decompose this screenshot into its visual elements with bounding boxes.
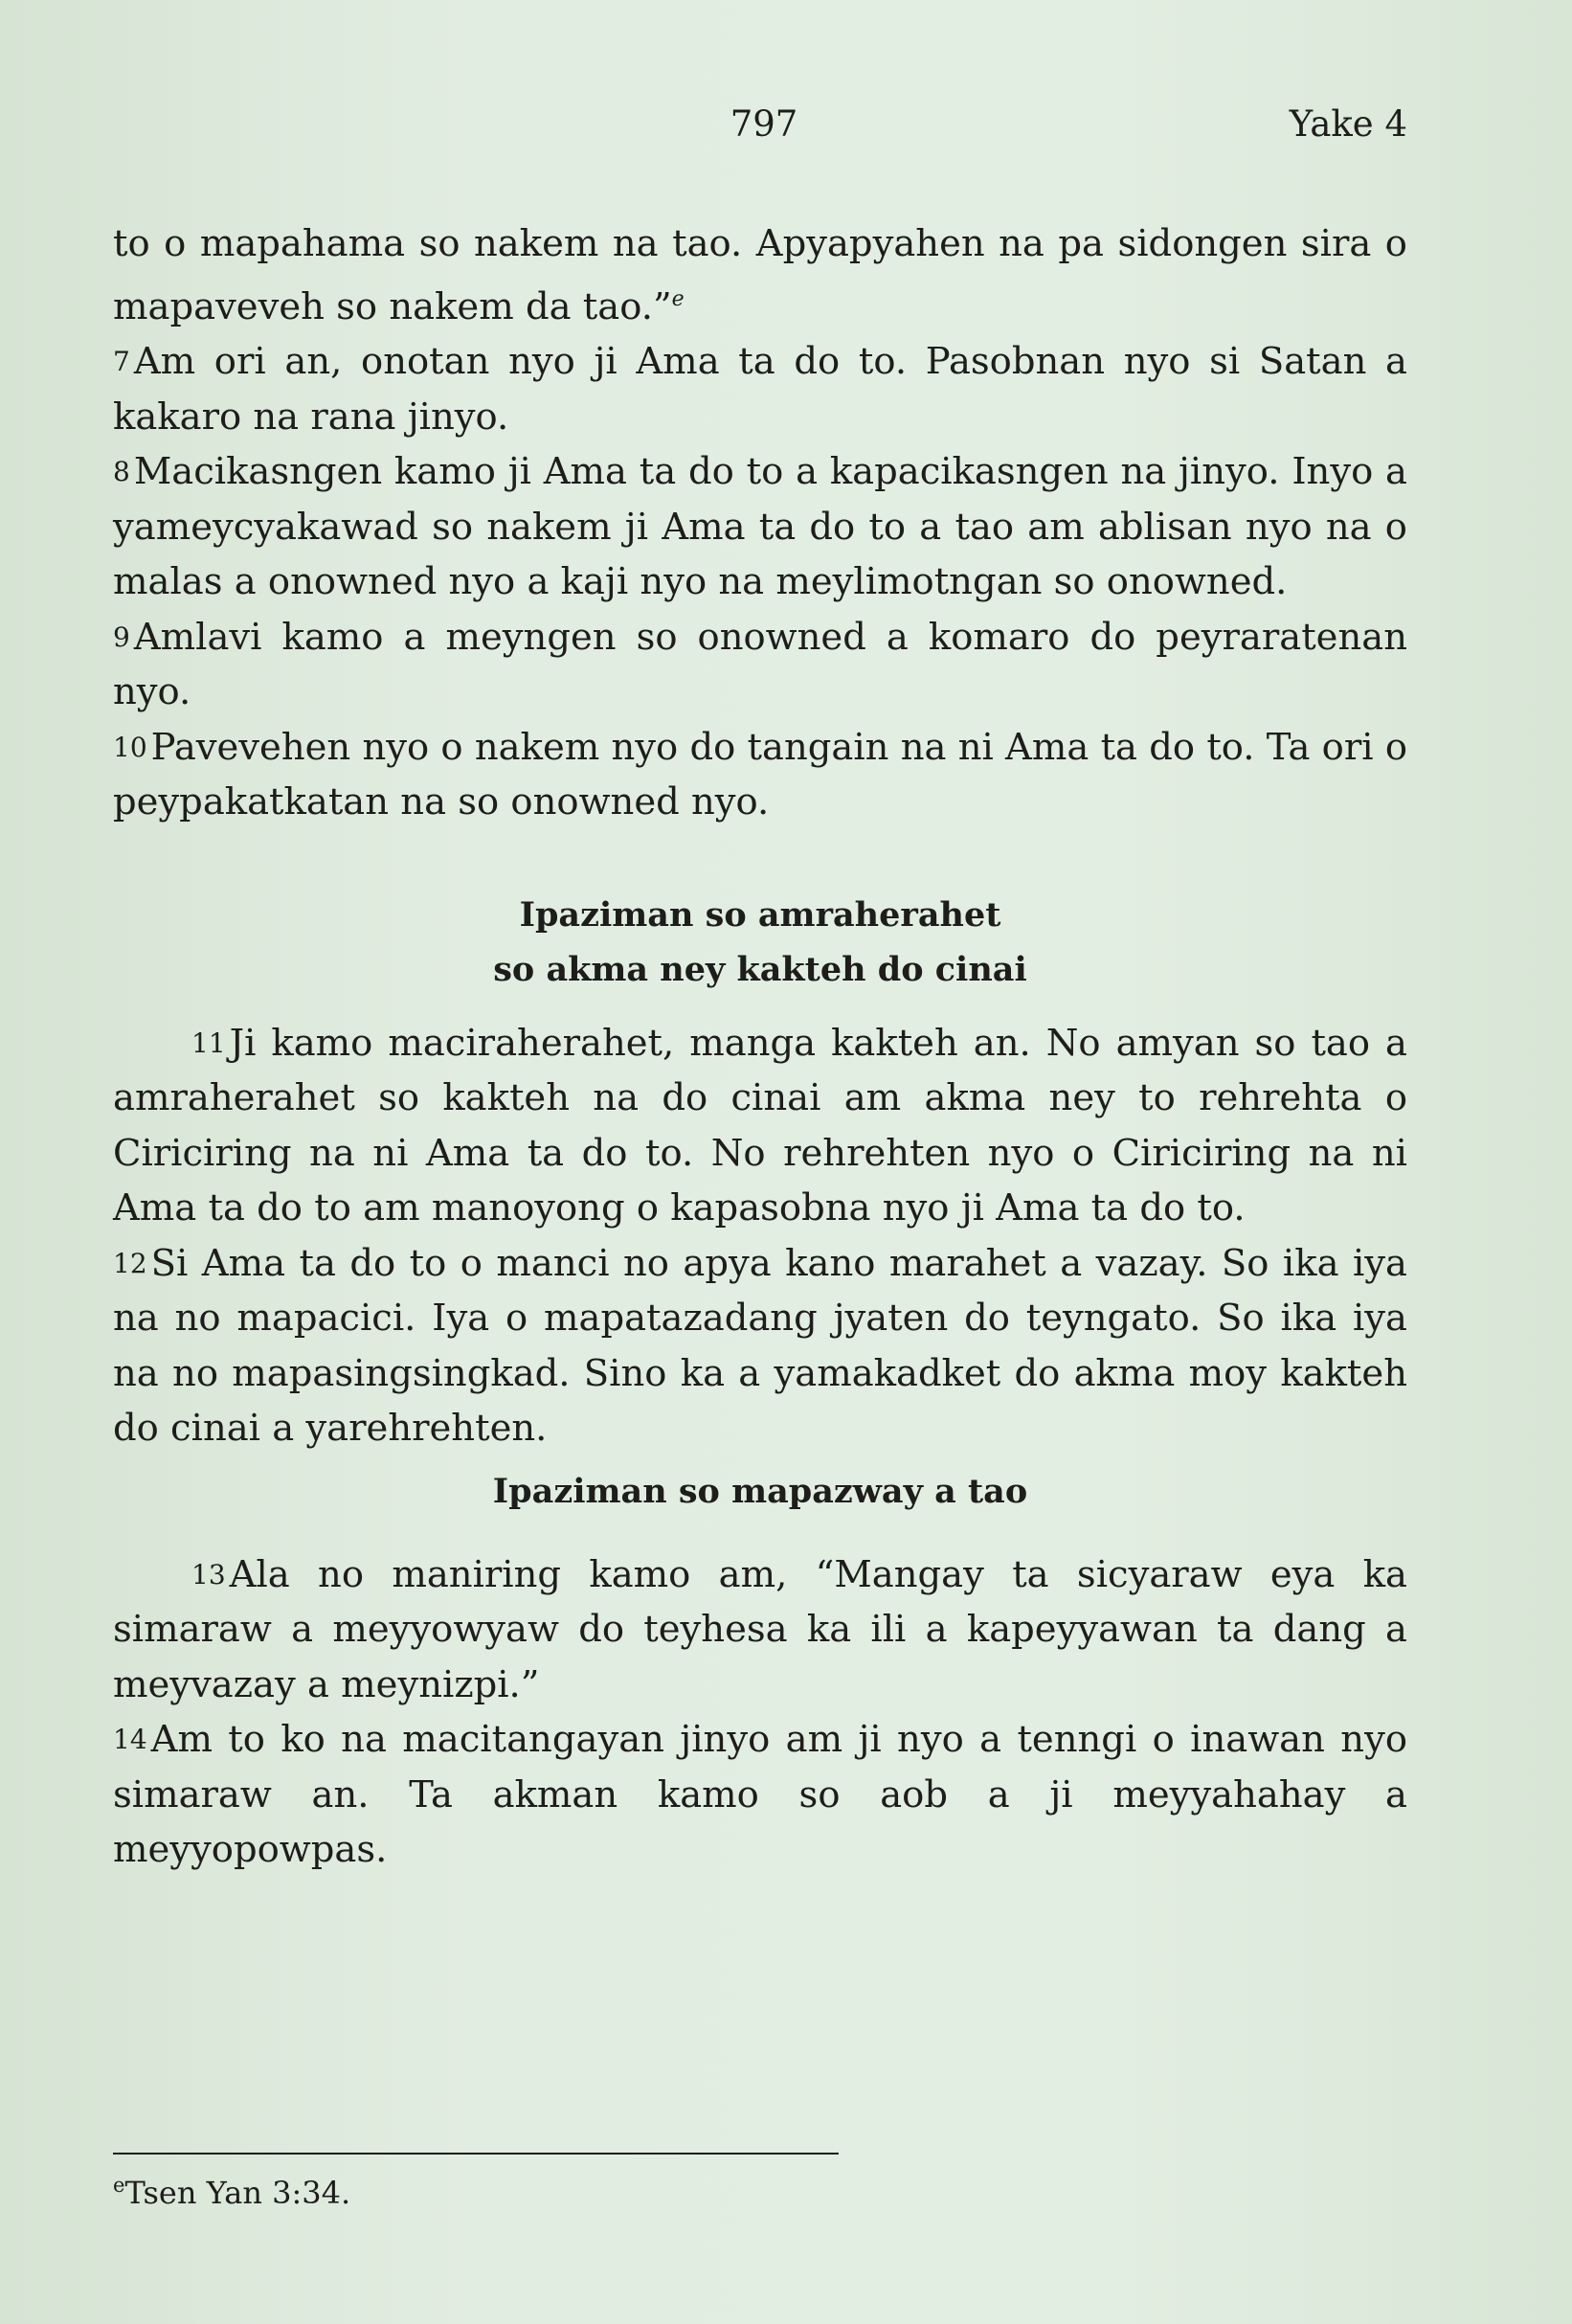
verse-text: Amlavi kamo a meyngen so onowned a komaro do peyraratenan nyo. [113, 615, 1407, 713]
verse-number: 10 [113, 731, 147, 763]
verse-8 [113, 444, 1407, 610]
verse-text: Si Ama ta do to o manci no apya kano marahet a vazay. So ika iya na no mapacici. Iya o mapatazadang jyaten do teyngato. So ika iya na no mapasingsingkad. Sino ka a yamakadket do akma moy kakteh do cinai a yarehrehten. [113, 1241, 1407, 1450]
verse-14 [113, 1712, 1407, 1878]
footnote [113, 2174, 350, 2211]
verse-9 [113, 610, 1407, 720]
page-header [113, 103, 1407, 151]
section-heading [113, 888, 1407, 997]
running-head: Yake 4 [1289, 103, 1407, 145]
verse-number: 11 [191, 1027, 226, 1059]
section-heading-line-1: Ipaziman so amraherahet [519, 894, 1001, 935]
footnote-reference[interactable]: e [671, 286, 685, 311]
scripture-text [113, 216, 1407, 1878]
verse-12 [113, 1236, 1407, 1456]
verse-text: Macikasngen kamo ji Ama ta do to a kapacikasngen na jinyo. Inyo a yameycyakawad so nakem ji Ama ta do to a tao am ablisan nyo na o malas a onowned nyo a kaji nyo na meylimotngan so onowned. [113, 450, 1407, 603]
verse-number: 9 [113, 620, 130, 653]
verse-13 [113, 1547, 1407, 1713]
verse-10 [113, 720, 1407, 830]
verse-text: Am ori an, onotan nyo ji Ama ta do to. Pasobnan nyo si Satan a kakaro na rana jinyo. [113, 340, 1407, 439]
section-heading-line-2: so akma ney kakteh do cinai [493, 949, 1027, 989]
verse-text: Ala no maniring kamo am, “Mangay ta sicyaraw eya ka simaraw a meyyowyaw do teyhesa ka ili a kapeyyawan ta dang a meyvazay a meynizpi.” [113, 1552, 1407, 1706]
verse-number: 8 [113, 456, 130, 487]
verse-number: 12 [113, 1247, 147, 1279]
verse-text: Ji kamo maciraherahet, manga kakteh an. No amyan so tao a amraherahet so kakteh na do cinai am akma ney to rehrehta o Ciriciring na ni Ama ta do to. No rehrehten nyo o Ciriciring na ni Ama ta do to am manoyong o kapasobna nyo ji Ama ta do to. [113, 1021, 1407, 1230]
verse-number: 14 [113, 1724, 147, 1755]
footnote-divider [113, 2153, 839, 2155]
footnote-text: Tsen Yan 3:34. [124, 2175, 351, 2211]
section-heading-2: Ipaziman so mapazway a tao [492, 1471, 1028, 1511]
footnote-letter: e [113, 2174, 125, 2197]
page-number: 797 [730, 103, 798, 145]
verse-number: 7 [113, 346, 130, 377]
paragraph-continued [113, 216, 1407, 334]
verse-7 [113, 334, 1407, 444]
paragraph-text: to o mapahama so nakem na tao. Apyapyahen na pa sidongen sira o mapaveveh so nakem da tao.” [113, 222, 1407, 328]
verse-text: Am to ko na macitangayan jinyo am ji nyo a tenngi o inawan nyo simaraw an. Ta akman kamo so aob a ji meyyahahay a meyyopowpas. [113, 1718, 1407, 1871]
verse-11 [113, 1016, 1407, 1236]
verse-number: 13 [191, 1558, 226, 1591]
verse-text: Pavevehen nyo o nakem nyo do tangain na ni Ama ta do to. Ta ori o peypakatkatan na so onowned nyo. [113, 725, 1407, 824]
